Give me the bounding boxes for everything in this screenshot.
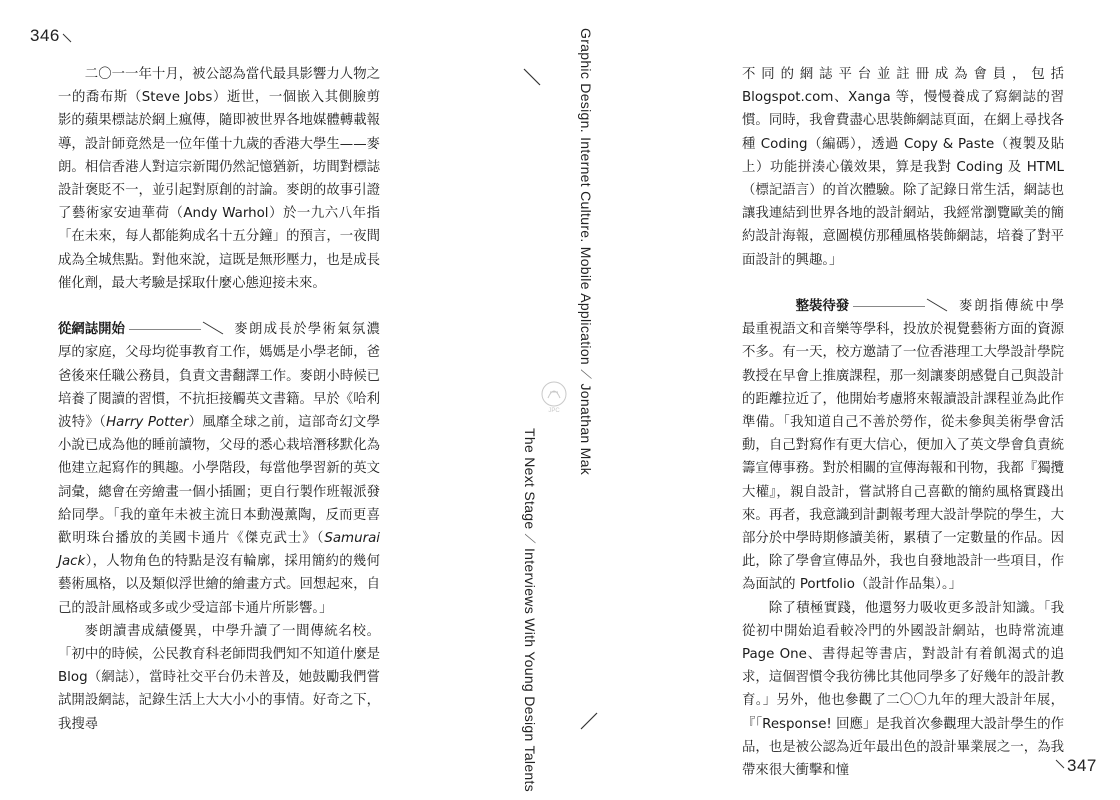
section-heading (58, 318, 201, 341)
heading-rule (129, 329, 201, 330)
paragraph-text: 麥朗成長於學術氣氛濃厚的家庭，父母均從事教育工作，媽媽是小學老師，爸爸後來任職公務員，負責文書翻譯工作。麥朗小時候已培養了閱讀的習慣，不抗拒接觸英文書籍。早於《哈利波特》 (58, 322, 380, 431)
publisher-logo-icon (540, 378, 568, 418)
spine-subtitle (522, 428, 538, 792)
spine-subtitle-text: The Next Stage (522, 428, 538, 530)
section-heading-text: 整裝待發 (795, 299, 850, 315)
book-title: Harry Potter (106, 415, 189, 431)
heading-rule (853, 306, 925, 307)
heading-slash-icon (925, 298, 949, 312)
spine-name-text: Jonathan Mak (578, 383, 594, 476)
spine-separator-2: ⟋ (522, 529, 538, 548)
spine-subtitle-2-text: Interviews With Young Design Talents (522, 547, 538, 792)
heading-slash-icon (201, 321, 225, 335)
show-title: Samurai Jack (58, 531, 380, 570)
page-number-right-text: 347 (1067, 756, 1097, 775)
paragraph: 二〇一一年十月，被公認為當代最具影響力人物之一的喬布斯（Steve Jobs）逝世，一個嵌入其側臉剪影的蘋果標誌於網上瘋傳，隨即被世界各地媒體轉載報導，設計師竟然是一位年僅十九歲的香港大學生——麥朗。相信香港人對這宗新聞仍然記憶猶新，坊間對標誌設計褒貶不一，並引起對原創的討論。麥朗的故事引證了藝術家安迪華荷（Andy Warhol）於一九六八年指「在未來，每人都能夠成名十五分鐘」的預言，一夜間成為全城焦點。對他來說，這既是無形壓力，也是成長催化劑，最大考驗是採取什麼心態迎接未來。 (58, 67, 380, 291)
divider-slash-bottom-right (580, 712, 598, 730)
paragraph: 麥朗讀書成績優異，中學升讀了一間傳統名校。「初中的時候，公民教育科老師問我們知不知道什麼是 Blog（網誌），當時社交平台仍未普及，她鼓勵我們嘗試開設網誌，記錄生活上大大小小的事情。好奇之下，我搜尋 (58, 623, 380, 732)
page-number-left (30, 26, 72, 46)
page-number-left-text: 346 (30, 26, 60, 45)
paragraph-text: ），人物角色的特點是沒有輪廓，採用簡約的幾何藝術風格，以及類似浮世繪的繪畫方式。回想起來，自己的設計風格或多或少受這部卡通片所影響。」 (58, 554, 380, 616)
paragraph (742, 295, 1064, 597)
slash-mark-icon (62, 33, 72, 43)
spine-separator: ⟋ (578, 365, 594, 384)
svg-text:JPC: JPC (548, 408, 560, 414)
section-heading (769, 295, 925, 318)
spine-title (578, 28, 594, 475)
left-column (58, 63, 380, 736)
spine-title-text: Graphic Design. Internet Culture. Mobile Application (578, 28, 594, 365)
right-column (742, 63, 1064, 782)
paragraph: 不同的網誌平台並註冊成為會員，包括 Blogspot.com、Xanga 等，慢慢養成了寫網誌的習慣。同時，我會費盡心思裝飾網誌頁面，在網上尋找各種 Coding（編碼），透過 Copy & Paste（複製及貼上）功能拼湊心儀效果，算是我對 Coding 及 HTML（標記語言）的首次體驗。除了記錄日常生活，網誌也讓我連結到世界各地的設計網站，我經常瀏覽歐美的簡約設計海報，意圖模仿那種風格裝飾網誌，培養了對平面設計的興趣。」 (742, 67, 1064, 268)
paragraph: 除了積極實踐，他還努力吸收更多設計知識。「我從初中開始追看較冷門的外國設計網站，也時常流連 Page One、書得起等書店，對設計有着飢渴式的追求，這個習慣令我彷彿比其他同學多了好幾年的設計教育。」另外，他也參觀了二〇〇九年的理大設計年展，『「Response! 回應」是我首次參觀理大設計學生的作品，也是被公認為近年最出色的設計畢業展之一，為我帶來很大衝擊和憧 (742, 600, 1064, 779)
paragraph-text: 麥朗指傳統中學最重視語文和音樂等學科，投放於視覺藝術方面的資源不多。有一天，校方邀請了一位香港理工大學設計學院教授在早會上推廣課程，那一刻讓麥朗感覺自己與設計的距離拉近了，他開始考慮將來報讀設計課程並為此作準備。「我知道自己不善於勞作，從未參與美術學會活動，自己對寫作有更大信心，便加入了英文學會負責統籌宣傳事務。對於相關的宣傳海報和刊物，我都『獨攬大權』，親自設計，嘗試將自己喜歡的簡約風格實踐出來。再者，我意識到計劃報考理大設計學院的學生，大部分於中學時期修讀美術，累積了一定數量的作品。因此，除了學會宣傳品外，我也自發地設計一些項目，作為面試的 Portfolio（設計作品集）。」 (742, 299, 1064, 593)
divider-slash-top-left (523, 68, 541, 86)
paragraph-text: ）風靡全球之前，這部奇幻文學小說已成為他的睡前讀物，父母的悉心栽培潛移默化為他建立起寫作的興趣。小學階段，每當他學習新的英文詞彙，總會在旁繪畫一個小插圖；更自行製作班報派發給同學。「我的童年未被主流日本動漫薰陶，反而更喜歡明珠台播放的美國卡通片《傑克武士》（ (58, 415, 381, 547)
paragraph: 從網誌開始 麥朗成長於學術氣氛濃厚的家庭，父母均從事教育工作，媽媽是小學老師，爸爸後來任職公務員，負責文書翻譯工作。麥朗小時候已培養了閱讀的習慣，不抗拒接觸英文書籍。早於《哈利波特》（Harry Potter）風靡全球之前，這部奇幻文學小說已成為他的睡前讀物，父母的悉心栽培潛移默化為他建立起寫作的興趣。小學階段，每當他學習新的英文詞彙，總會在旁繪畫一個小插圖；更自行製作班報派發給同學。「我的童年未被主流日本動漫薰陶，反而更喜歡明珠台播放的美國卡通片《傑克武士》（Samurai Jack），人物角色的特點是沒有輪廓，採用簡約的幾何藝術風格，以及類似浮世繪的繪畫方式。回想起來，自己的設計風格或多或少受這部卡通片所影響。」 (58, 318, 380, 620)
section-heading-text: 從網誌開始 (58, 322, 125, 338)
